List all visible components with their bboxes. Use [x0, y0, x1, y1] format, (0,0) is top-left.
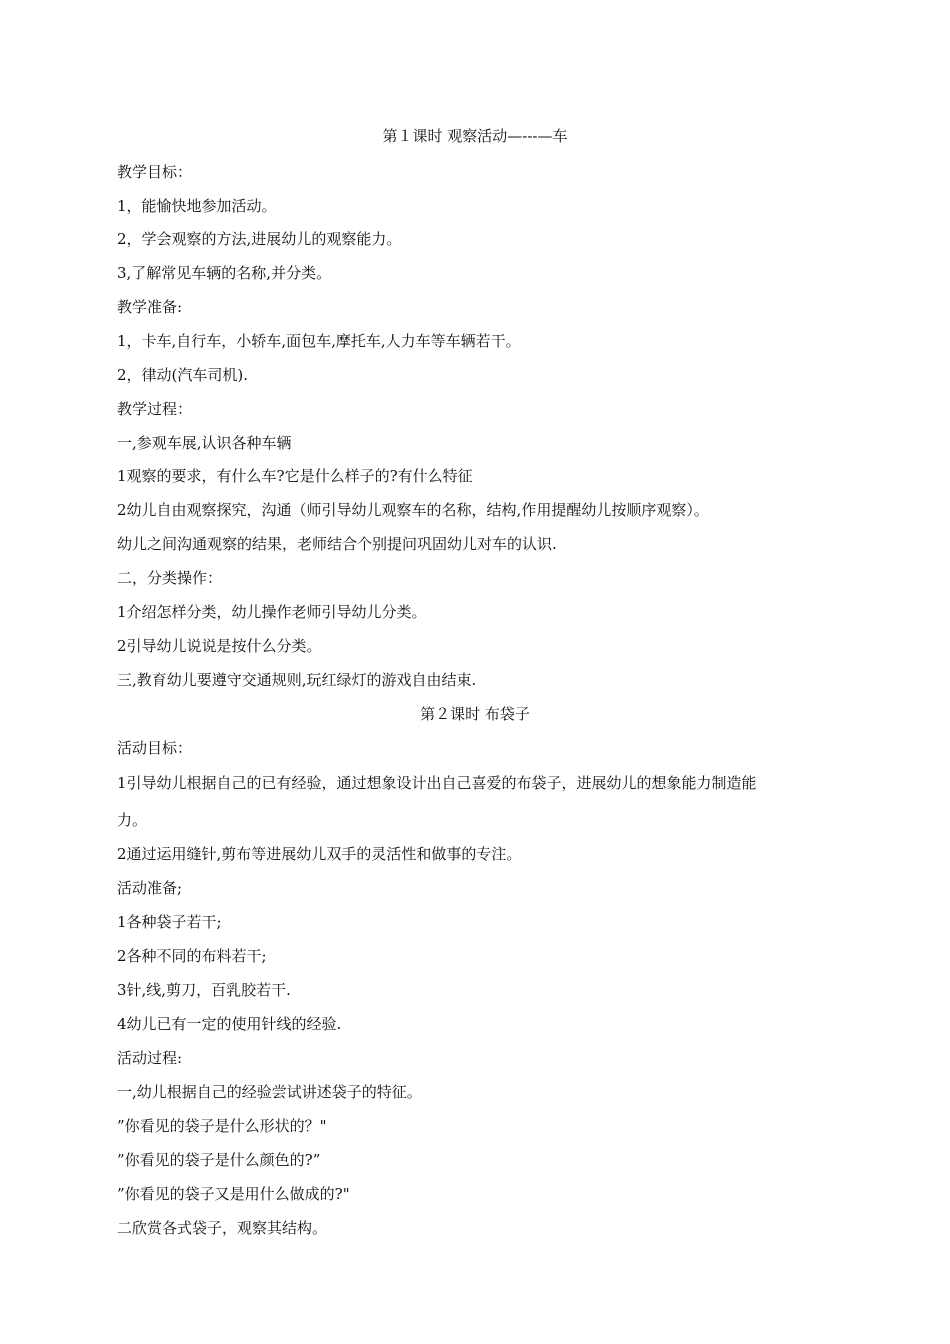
- lesson1-prep-heading: 教学准备:: [117, 298, 183, 316]
- lesson1-prep-2: 2，律动(汽车司机).: [117, 366, 249, 384]
- lesson1-goal-3: 3,了解常见车辆的名称,并分类。: [117, 264, 332, 282]
- lesson2-process-1: 一,幼儿根据自己的经验尝试讲述袋子的特征。: [117, 1083, 422, 1101]
- lesson2-process-5: 二欣赏各式袋子，观察其结构。: [117, 1219, 328, 1237]
- lesson2-goal-2: 2通过运用缝针,剪布等进展幼儿双手的灵活性和做事的专注。: [117, 845, 522, 863]
- lesson1-process-3: 2幼儿自由观察探究，沟通（师引导幼儿观察车的名称，结构,作用提醒幼儿按顺序观察）。: [117, 501, 709, 519]
- lesson1-process-5: 二，分类操作：: [117, 569, 223, 587]
- lesson2-process-3: ”你看见的袋子是什么颜色的?”: [117, 1151, 321, 1169]
- lesson2-goal-1-line-1: 1引导幼儿根据自己的已有经验，通过想象设计出自己喜爱的布袋子，进展幼儿的想象能力制造能: [117, 774, 757, 792]
- lesson1-process-4: 幼儿之间沟通观察的结果，老师结合个别提问巩固幼儿对车的认识.: [117, 535, 557, 553]
- lesson2-title: 第２课时 布袋子: [420, 705, 530, 723]
- lesson2-process-4: ”你看见的袋子又是用什么做成的?": [117, 1185, 350, 1203]
- lesson1-process-1: 一,参观车展,认识各种车辆: [117, 434, 292, 452]
- lesson2-goal-1-line-2: 力。: [117, 811, 148, 829]
- lesson1-process-8: 三,教育幼儿要遵守交通规则,玩红绿灯的游戏自由结束.: [117, 671, 477, 689]
- lesson2-prep-3: 3针,线,剪刀，百乳胶若干.: [117, 981, 291, 999]
- lesson2-goals-heading: 活动目标：: [117, 739, 193, 757]
- lesson2-process-2: ”你看见的袋子是什么形状的？": [117, 1117, 327, 1135]
- lesson1-goals-heading: 教学目标：: [117, 163, 193, 181]
- lesson1-process-2: 1观察的要求，有什么车?它是什么样子的?有什么特征: [117, 467, 473, 485]
- lesson2-prep-4: 4幼儿已有一定的使用针线的经验.: [117, 1015, 342, 1033]
- lesson1-goal-1: 1，能愉快地参加活动。: [117, 197, 277, 215]
- lesson1-process-7: 2引导幼儿说说是按什么分类。: [117, 637, 322, 655]
- lesson1-process-6: 1介绍怎样分类，幼儿操作老师引导幼儿分类。: [117, 603, 427, 621]
- lesson2-prep-heading: 活动准备;: [117, 879, 183, 897]
- lesson1-prep-1: 1，卡车,自行车，小轿车,面包车,摩托车,人力车等车辆若干。: [117, 332, 521, 350]
- lesson2-prep-1: 1各种袋子若干;: [117, 913, 222, 931]
- lesson1-process-heading: 教学过程：: [117, 400, 193, 418]
- lesson1-goal-2: 2，学会观察的方法,进展幼儿的观察能力。: [117, 230, 402, 248]
- lesson2-prep-2: 2各种不同的布料若干;: [117, 947, 267, 965]
- lesson2-process-heading: 活动过程:: [117, 1049, 183, 1067]
- lesson1-title: 第１课时 观察活动—---—车: [382, 127, 568, 145]
